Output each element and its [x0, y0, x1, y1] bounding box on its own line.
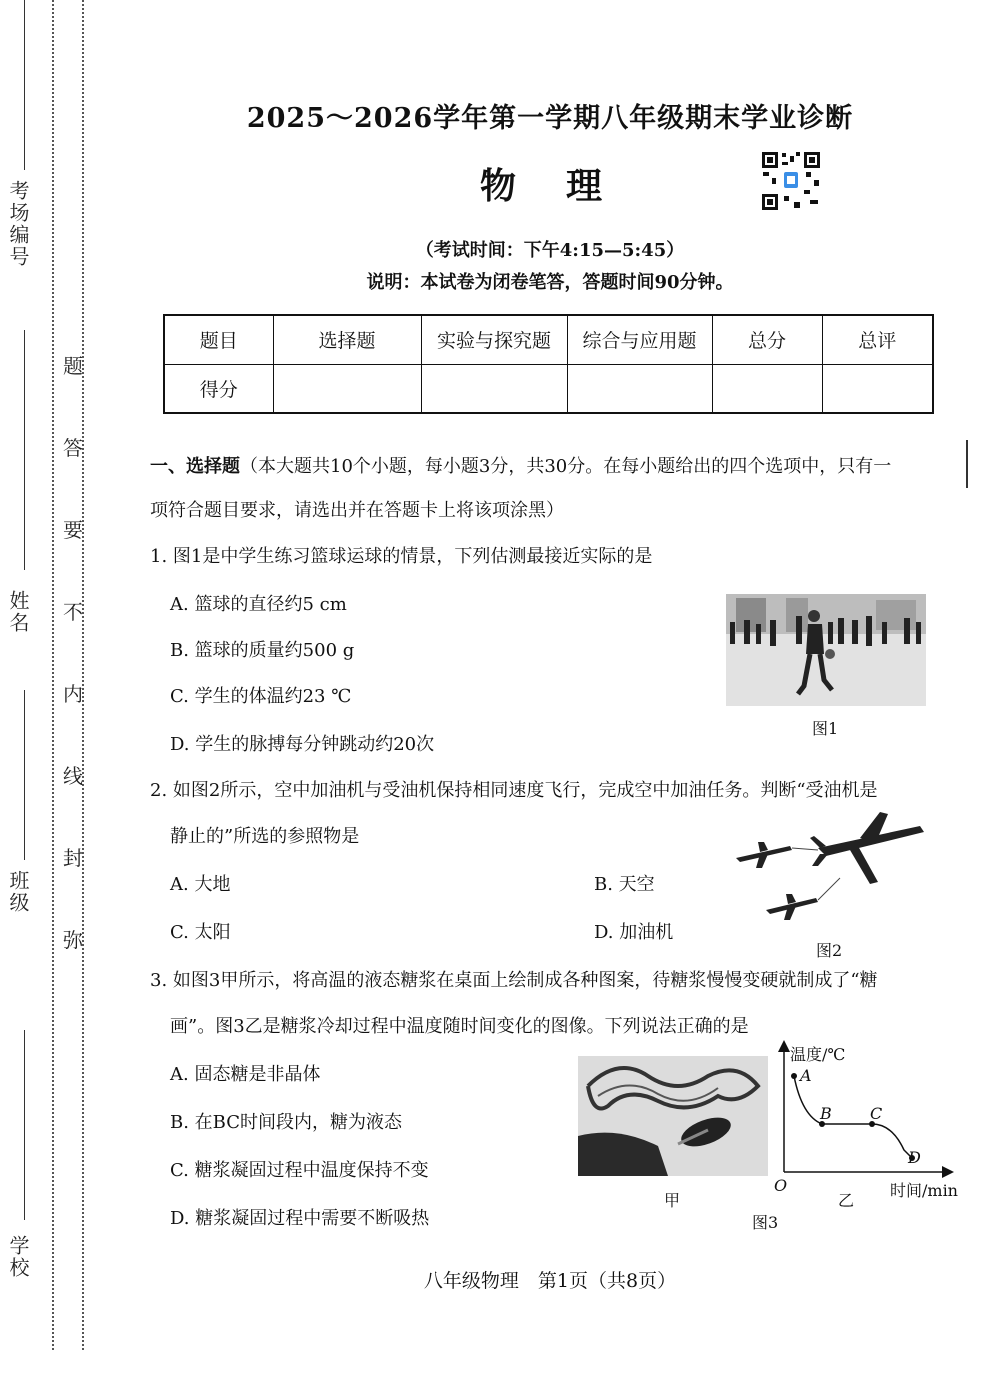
score-cell[interactable]: [273, 364, 421, 413]
q3-option-b[interactable]: B. 在BC时间段内，糖为液态: [170, 1112, 403, 1133]
class-line: [24, 690, 25, 860]
name-label: 姓名: [6, 590, 30, 634]
score-cell[interactable]: [712, 364, 822, 413]
figure-3-caption: 图3: [752, 1213, 779, 1232]
score-cell[interactable]: [421, 364, 567, 413]
seal-char: 答: [63, 436, 83, 460]
table-header-cell: 综合与应用题: [567, 315, 712, 364]
seal-char: 内: [63, 682, 83, 706]
basketball-photo: [726, 594, 926, 706]
seal-char: 线: [63, 764, 83, 788]
q3-option-c[interactable]: C. 糖浆凝固过程中温度保持不变: [170, 1160, 429, 1181]
q3-option-a[interactable]: A. 固态糖是非晶体: [170, 1064, 321, 1085]
graph-x-label: 时间/min: [890, 1181, 958, 1200]
table-header-cell: 总评: [822, 315, 933, 364]
q3-graph-label: 乙: [838, 1191, 855, 1210]
aerial-refueling-icon: [730, 808, 930, 928]
school-label: 学校: [6, 1235, 30, 1279]
q3-photo-label: 甲: [664, 1191, 681, 1210]
graph-point-a: [791, 1073, 797, 1079]
q2-option-b[interactable]: B. 天空: [594, 874, 655, 895]
graph-point-label-d: D: [908, 1148, 921, 1167]
sugar-painting-photo: [578, 1056, 768, 1176]
table-header-cell: 实验与探究题: [421, 315, 567, 364]
graph-curve: [794, 1076, 912, 1158]
exam-note: 说明：本试卷为闭卷笔答，答题时间90分钟。: [366, 272, 734, 293]
table-header-cell: 题目: [164, 315, 273, 364]
school-line: [24, 1030, 25, 1220]
class-label: 班级: [6, 870, 30, 914]
section-instructions-cont: 项符合题目要求，请选出并在答题卡上将该项涂黑）: [150, 500, 564, 521]
table-header-cell: 选择题: [273, 315, 421, 364]
score-cell[interactable]: [567, 364, 712, 413]
q2-stem-cont: 静止的”所选的参照物是: [170, 826, 360, 847]
table-row: [164, 364, 933, 413]
exam-time: （考试时间：下午4:15—5:45）: [415, 240, 685, 261]
binding-strip: [0, 0, 95, 1382]
q3-stem: 3. 如图3甲所示，将高温的液态糖浆在桌面上绘制成各种图案，待糖浆慢慢变硬就制成了“糖: [150, 970, 878, 991]
seal-char: 弥: [63, 928, 83, 952]
q3-option-d[interactable]: D. 糖浆凝固过程中需要不断吸热: [170, 1208, 430, 1229]
exam-number-line: [24, 0, 25, 170]
qr-code-icon: [760, 150, 822, 212]
exam-number-label: 考场编号: [6, 180, 30, 268]
q1-option-d[interactable]: D. 学生的脉搏每分钟跳动约20次: [170, 734, 435, 755]
receiver-plane-icon: [736, 842, 818, 920]
seal-char: 要: [63, 518, 83, 542]
figure-1-caption: 图1: [812, 719, 839, 738]
table-row: [164, 315, 933, 364]
subject-title: 物理: [480, 165, 653, 207]
graph-point-label-a: A: [800, 1066, 812, 1085]
q2-option-c[interactable]: C. 太阳: [170, 922, 231, 943]
page-footer: 八年级物理 第1页（共8页）: [423, 1270, 677, 1292]
q2-option-d[interactable]: D. 加油机: [594, 922, 674, 943]
seal-char: 题: [63, 354, 83, 378]
section-heading-line: [150, 452, 891, 478]
section-instructions: （本大题共10个小题，每小题3分，共30分。在每小题给出的四个选项中，只有一: [240, 456, 892, 477]
seal-dotted-line-inner: [82, 0, 84, 1350]
seal-char: 封: [63, 846, 83, 870]
q1-option-a[interactable]: A. 篮球的直径约5 cm: [170, 594, 347, 615]
q1-option-b[interactable]: B. 篮球的质量约500 g: [170, 640, 355, 661]
table-row-label: 得分: [164, 364, 273, 413]
graph-origin-label: O: [774, 1176, 788, 1195]
q1-stem: 1. 图1是中学生练习篮球运球的情景，下列估测最接近实际的是: [150, 546, 653, 567]
q2-stem: 2. 如图2所示，空中加油机与受油机保持相同速度飞行，完成空中加油任务。判断“受油机是: [150, 780, 878, 801]
graph-point-label-c: C: [870, 1104, 883, 1123]
score-cell[interactable]: [822, 364, 933, 413]
graph-point-label-b: B: [820, 1104, 832, 1123]
score-table: [163, 314, 934, 414]
name-line: [24, 330, 25, 570]
seal-dotted-line: [52, 0, 54, 1350]
graph-y-label: 温度/℃: [790, 1045, 846, 1064]
seal-char: 不: [63, 600, 83, 624]
exam-title: 2025～2026学年第一学期八年级期末学业诊断: [246, 103, 854, 134]
q1-option-c[interactable]: C. 学生的体温约23 ℃: [170, 686, 352, 707]
q2-option-a[interactable]: A. 大地: [170, 874, 231, 895]
scan-mark: [966, 440, 974, 488]
figure-2-caption: 图2: [816, 941, 843, 960]
tanker-plane-icon: [810, 812, 924, 884]
table-header-cell: 总分: [712, 315, 822, 364]
section-heading: 一、选择题: [150, 456, 240, 477]
q3-stem-cont: 画”。图3乙是糖浆冷却过程中温度随时间变化的图像。下列说法正确的是: [170, 1016, 749, 1037]
